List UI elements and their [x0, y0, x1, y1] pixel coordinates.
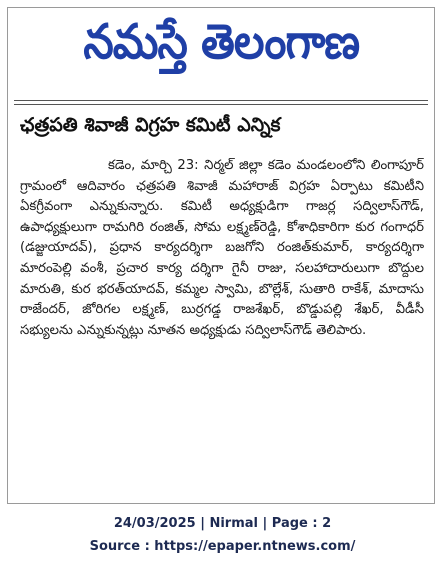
publication-info: 24/03/2025 | Nirmal | Page : 2 — [113, 516, 332, 531]
newspaper-masthead — [8, 8, 434, 88]
masthead-divider-top — [14, 100, 428, 101]
source-link[interactable]: Source : https://epaper.ntnews.com/ — [89, 539, 356, 554]
news-clipping — [7, 7, 435, 504]
article-headline: ఛత్రపతి శివాజీ విగ్రహ కమిటీ ఎన్నిక — [20, 114, 281, 136]
masthead-divider-bottom — [14, 104, 428, 105]
masthead-title: నమస్తే తెలంగాణ — [83, 14, 359, 70]
article-body: కడెం, మార్చి 23: నిర్మల్ జిల్లా కడెం మండలంలోని లింగాపూర్ గ్రామంలో ఆదివారం ఛత్రపతి శివాజీ మహారాజ్ విగ్రహ ఏర్పాటు కమిటీని ఏకగ్రీవంగా ఎన్నుకున్నారు. కమిటీ అధ్యక్షుడిగా గాజర్ల సద్విలాస్‌గౌడ్, ఉపాధ్యక్షులుగా రామగిరి రంజిత్, సోమ లక్ష్మణ్‌రెడ్డి, కోశాధికారిగా కుర గంగాధర్ (డజ్జుయాదవ్), ప్రధాన కార్యదర్శిగా బజగోని రంజిత్‌కుమార్, కార్యదర్శిగా మారంపెల్లి వంశీ, ప్రచార కార్య దర్శిగా గైనీ రాజు, సలహాదారులుగా బొద్దుల మారుతి, కుర భరత్‌యాదవ్, కమ్మల స్వామి, బొల్లేశ్, సుతారి రాకేశ్, మాదాసు రాజేందర్, జోరిగల లక్ష్మణ్, బుర్రగడ్డ రాజశేఖర్, బొడ్డుపల్లి శేఖర్, వీడీసీ సభ్యులను ఎన్నుకున్నట్లు నూతన అధ్యక్షుడు సద్విలాస్‌గౌడ్ తెలిపారు. — [20, 158, 424, 338]
